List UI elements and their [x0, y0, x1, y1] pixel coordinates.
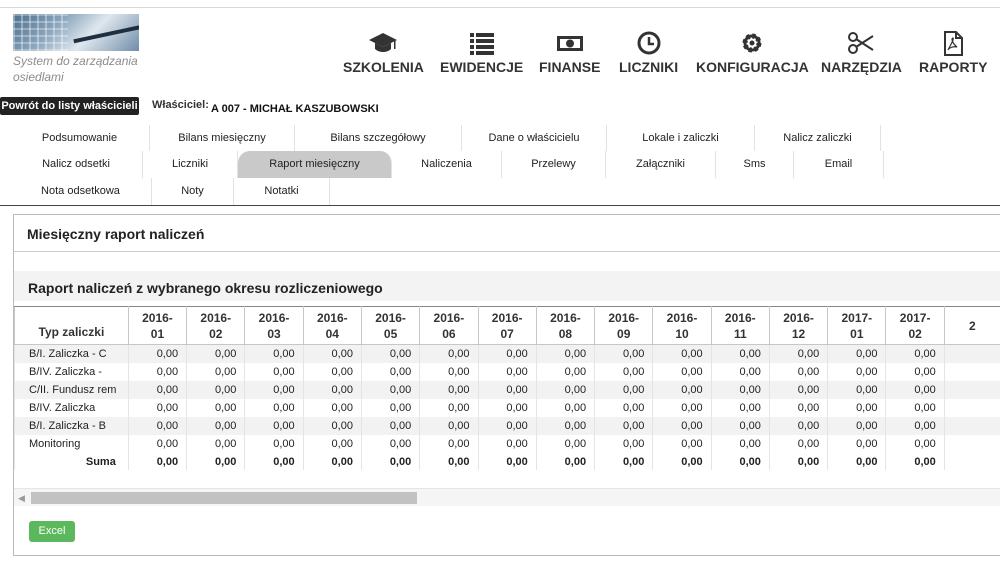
table-cell: 0,00 — [769, 363, 827, 381]
nav-label: LICZNIKI — [619, 59, 679, 75]
table-cell: 0,00 — [361, 417, 419, 435]
table-cell: 0,00 — [361, 381, 419, 399]
table-cell — [944, 453, 1000, 471]
table-cell: 0,00 — [303, 435, 361, 453]
monthly-report-panel — [13, 214, 1000, 556]
report-table-wrapper[interactable] — [14, 306, 1000, 470]
table-cell: 0,00 — [303, 381, 361, 399]
tab-raport-miesieczny[interactable]: Raport miesięczny — [238, 151, 392, 178]
table-cell: 0,00 — [711, 399, 769, 417]
table-cell — [944, 399, 1000, 417]
column-header-month: 2016- 09 — [595, 307, 653, 345]
table-cell: 0,00 — [653, 345, 711, 363]
table-cell: 0,00 — [595, 363, 653, 381]
table-cell: 0,00 — [128, 453, 186, 471]
nav-narzedzia[interactable] — [821, 30, 902, 80]
table-cell: 0,00 — [769, 417, 827, 435]
table-cell: 0,00 — [653, 363, 711, 381]
money-bill-icon — [555, 30, 585, 56]
table-cell: 0,00 — [245, 381, 303, 399]
tab-noty[interactable]: Noty — [152, 178, 234, 205]
table-cell: 0,00 — [245, 453, 303, 471]
table-cell: 0,00 — [886, 435, 944, 453]
table-cell: 0,00 — [187, 399, 245, 417]
column-header-month: 2016- 04 — [303, 307, 361, 345]
tab-bilans-miesieczny[interactable]: Bilans miesięczny — [150, 125, 295, 152]
table-cell: 0,00 — [828, 363, 886, 381]
table-cell: 0,00 — [128, 363, 186, 381]
table-cell: 0,00 — [711, 363, 769, 381]
table-row — [15, 435, 1000, 453]
nav-label: FINANSE — [539, 59, 601, 75]
tab-naliczenia[interactable]: Naliczenia — [392, 151, 502, 178]
tab-nalicz-zaliczki[interactable]: Nalicz zaliczki — [755, 125, 881, 152]
table-cell: 0,00 — [245, 435, 303, 453]
table-cell: 0,00 — [711, 345, 769, 363]
table-cell: 0,00 — [420, 435, 478, 453]
nav-label: EWIDENCJE — [440, 59, 524, 75]
table-cell: 0,00 — [828, 417, 886, 435]
tab-email[interactable]: Email — [794, 151, 884, 178]
table-cell: 0,00 — [187, 417, 245, 435]
tab-dane-o-wlascicielu[interactable]: Dane o właścicielu — [462, 125, 607, 152]
table-cell: 0,00 — [478, 417, 536, 435]
table-cell: 0,00 — [711, 417, 769, 435]
owner-label: Właściciel: — [152, 99, 209, 111]
tab-lokale-i-zaliczki[interactable]: Lokale i zaliczki — [607, 125, 755, 152]
row-label: B/I. Zaliczka - C — [15, 345, 129, 363]
table-cell: 0,00 — [536, 363, 594, 381]
table-cell: 0,00 — [245, 345, 303, 363]
table-cell: 0,00 — [187, 381, 245, 399]
table-cell: 0,00 — [653, 435, 711, 453]
table-cell: 0,00 — [653, 453, 711, 471]
table-cell: 0,00 — [303, 363, 361, 381]
clock-icon — [634, 30, 664, 56]
table-cell: 0,00 — [828, 345, 886, 363]
column-header-month: 2017- 01 — [828, 307, 886, 345]
table-cell: 0,00 — [303, 417, 361, 435]
horizontal-scrollbar[interactable] — [14, 488, 1000, 506]
table-cell: 0,00 — [128, 417, 186, 435]
excel-export-button[interactable]: Excel — [29, 521, 75, 542]
table-cell: 0,00 — [711, 435, 769, 453]
nav-label: KONFIGURACJA — [696, 59, 809, 75]
nav-label: RAPORTY — [919, 59, 988, 75]
table-cell: 0,00 — [653, 399, 711, 417]
table-cell: 0,00 — [828, 381, 886, 399]
table-cell: 0,00 — [420, 453, 478, 471]
column-header-month: 2017- 02 — [886, 307, 944, 345]
scrollbar-thumb[interactable] — [31, 492, 417, 504]
table-cell: 0,00 — [420, 417, 478, 435]
graduation-cap-icon — [368, 30, 398, 56]
nav-raporty[interactable] — [919, 30, 987, 80]
column-header-month: 2016- 05 — [361, 307, 419, 345]
app-tagline: System do zarządzania osiedlami — [13, 54, 138, 84]
table-cell: 0,00 — [886, 381, 944, 399]
table-cell: 0,00 — [769, 435, 827, 453]
back-to-owners-button[interactable]: Powrót do listy właścicieli — [0, 97, 139, 115]
table-cell: 0,00 — [361, 363, 419, 381]
nav-konfiguracja[interactable] — [696, 30, 809, 80]
table-cell: 0,00 — [828, 435, 886, 453]
column-header-month: 2016- 12 — [769, 307, 827, 345]
table-cell: 0,00 — [478, 399, 536, 417]
gear-icon — [737, 30, 767, 56]
owner-bar — [0, 97, 1000, 119]
table-cell: 0,00 — [187, 363, 245, 381]
row-label: Suma — [15, 453, 129, 471]
row-label: Monitoring — [15, 435, 129, 453]
table-cell: 0,00 — [886, 417, 944, 435]
table-cell: 0,00 — [769, 453, 827, 471]
table-cell: 0,00 — [303, 399, 361, 417]
table-row — [15, 381, 1000, 399]
column-header-month: 2016- 06 — [420, 307, 478, 345]
table-cell: 0,00 — [478, 381, 536, 399]
table-cell: 0,00 — [478, 345, 536, 363]
table-cell: 0,00 — [361, 453, 419, 471]
table-cell: 0,00 — [420, 381, 478, 399]
sum-row — [15, 453, 1000, 471]
table-cell: 0,00 — [420, 399, 478, 417]
column-header-month: 2016- 03 — [245, 307, 303, 345]
table-cell: 0,00 — [828, 453, 886, 471]
nav-label: SZKOLENIA — [343, 59, 424, 75]
tab-nalicz-odsetki[interactable]: Nalicz odsetki — [10, 151, 143, 178]
table-cell: 0,00 — [303, 453, 361, 471]
table-cell: 0,00 — [478, 363, 536, 381]
table-cell: 0,00 — [769, 399, 827, 417]
top-divider — [0, 7, 1000, 8]
table-row — [15, 363, 1000, 381]
row-label: B/IV. Zaliczka - — [15, 363, 129, 381]
table-cell: 0,00 — [187, 345, 245, 363]
table-cell: 0,00 — [187, 453, 245, 471]
table-cell: 0,00 — [595, 435, 653, 453]
column-header-month: 2016- 11 — [711, 307, 769, 345]
tab-sms[interactable]: Sms — [716, 151, 794, 178]
table-cell: 0,00 — [245, 417, 303, 435]
table-cell: 0,00 — [595, 345, 653, 363]
table-cell: 0,00 — [361, 345, 419, 363]
table-cell: 0,00 — [886, 363, 944, 381]
column-header-month: 2016- 02 — [187, 307, 245, 345]
pdf-file-icon — [938, 30, 968, 56]
column-header-type: Typ zaliczki — [15, 307, 129, 345]
table-cell: 0,00 — [595, 417, 653, 435]
nav-finanse[interactable] — [539, 30, 600, 80]
column-header-month: 2016- 10 — [653, 307, 711, 345]
tab-liczniki[interactable]: Liczniki — [143, 151, 238, 178]
table-cell: 0,00 — [536, 435, 594, 453]
table-cell: 0,00 — [303, 345, 361, 363]
table-cell: 0,00 — [769, 345, 827, 363]
scroll-left-icon[interactable]: ◀ — [18, 493, 25, 503]
table-cell: 0,00 — [128, 435, 186, 453]
panel-title: Miesięczny raport naliczeń — [27, 226, 205, 242]
report-table — [14, 306, 1000, 470]
table-cell: 0,00 — [886, 453, 944, 471]
list-icon — [467, 30, 497, 56]
tab-podsumowanie[interactable]: Podsumowanie — [10, 125, 150, 152]
table-cell: 0,00 — [595, 399, 653, 417]
owner-value: A 007 - MICHAŁ KASZUBOWSKI — [211, 103, 379, 115]
tab-nota-odsetkowa[interactable]: Nota odsetkowa — [10, 178, 152, 205]
row-label: C/II. Fundusz rem — [15, 381, 129, 399]
nav-label: NARZĘDZIA — [821, 59, 902, 75]
nav-szkolenia[interactable] — [343, 30, 424, 80]
tab-notatki[interactable]: Notatki — [234, 178, 330, 205]
app-logo[interactable] — [13, 14, 139, 51]
table-cell: 0,00 — [711, 381, 769, 399]
column-header-month: 2016- 08 — [536, 307, 594, 345]
table-cell: 0,00 — [828, 399, 886, 417]
table-cell: 0,00 — [536, 345, 594, 363]
table-cell: 0,00 — [361, 435, 419, 453]
table-cell: 0,00 — [478, 435, 536, 453]
column-header-month: 2 — [944, 307, 1000, 345]
table-cell: 0,00 — [245, 399, 303, 417]
panel-header — [14, 215, 1000, 252]
table-header-row — [15, 307, 1000, 345]
table-cell: 0,00 — [128, 381, 186, 399]
tab-zalaczniki[interactable]: Załączniki — [606, 151, 716, 178]
table-cell: 0,00 — [653, 417, 711, 435]
table-cell: 0,00 — [128, 399, 186, 417]
table-cell: 0,00 — [128, 345, 186, 363]
nav-ewidencje[interactable] — [440, 30, 523, 80]
row-label: B/IV. Zaliczka — [15, 399, 129, 417]
table-cell — [944, 417, 1000, 435]
owner-tabs — [0, 122, 1000, 206]
table-cell: 0,00 — [361, 399, 419, 417]
column-header-month: 2016- 07 — [478, 307, 536, 345]
table-cell — [944, 381, 1000, 399]
table-row — [15, 417, 1000, 435]
table-cell — [944, 435, 1000, 453]
table-cell: 0,00 — [886, 345, 944, 363]
table-cell: 0,00 — [420, 345, 478, 363]
table-cell: 0,00 — [536, 381, 594, 399]
table-cell: 0,00 — [595, 381, 653, 399]
table-cell: 0,00 — [187, 435, 245, 453]
row-label: B/I. Zaliczka - B — [15, 417, 129, 435]
table-cell: 0,00 — [536, 399, 594, 417]
table-cell: 0,00 — [536, 417, 594, 435]
table-cell — [944, 363, 1000, 381]
column-header-month: 2016- 01 — [128, 307, 186, 345]
table-row — [15, 345, 1000, 363]
table-cell: 0,00 — [886, 399, 944, 417]
table-cell: 0,00 — [245, 363, 303, 381]
table-cell: 0,00 — [653, 381, 711, 399]
nav-liczniki[interactable] — [619, 30, 678, 80]
table-cell: 0,00 — [536, 453, 594, 471]
tab-przelewy[interactable]: Przelewy — [502, 151, 606, 178]
report-subtitle: Raport naliczeń z wybranego okresu rozliczeniowego — [28, 280, 383, 296]
table-cell: 0,00 — [478, 453, 536, 471]
table-cell: 0,00 — [711, 453, 769, 471]
tab-bilans-szczegolowy[interactable]: Bilans szczegółowy — [295, 125, 462, 152]
table-cell: 0,00 — [420, 363, 478, 381]
scissors-icon — [846, 30, 876, 56]
table-cell: 0,00 — [595, 453, 653, 471]
table-row — [15, 399, 1000, 417]
table-cell — [944, 345, 1000, 363]
report-subheader — [14, 271, 1000, 301]
table-cell: 0,00 — [769, 381, 827, 399]
